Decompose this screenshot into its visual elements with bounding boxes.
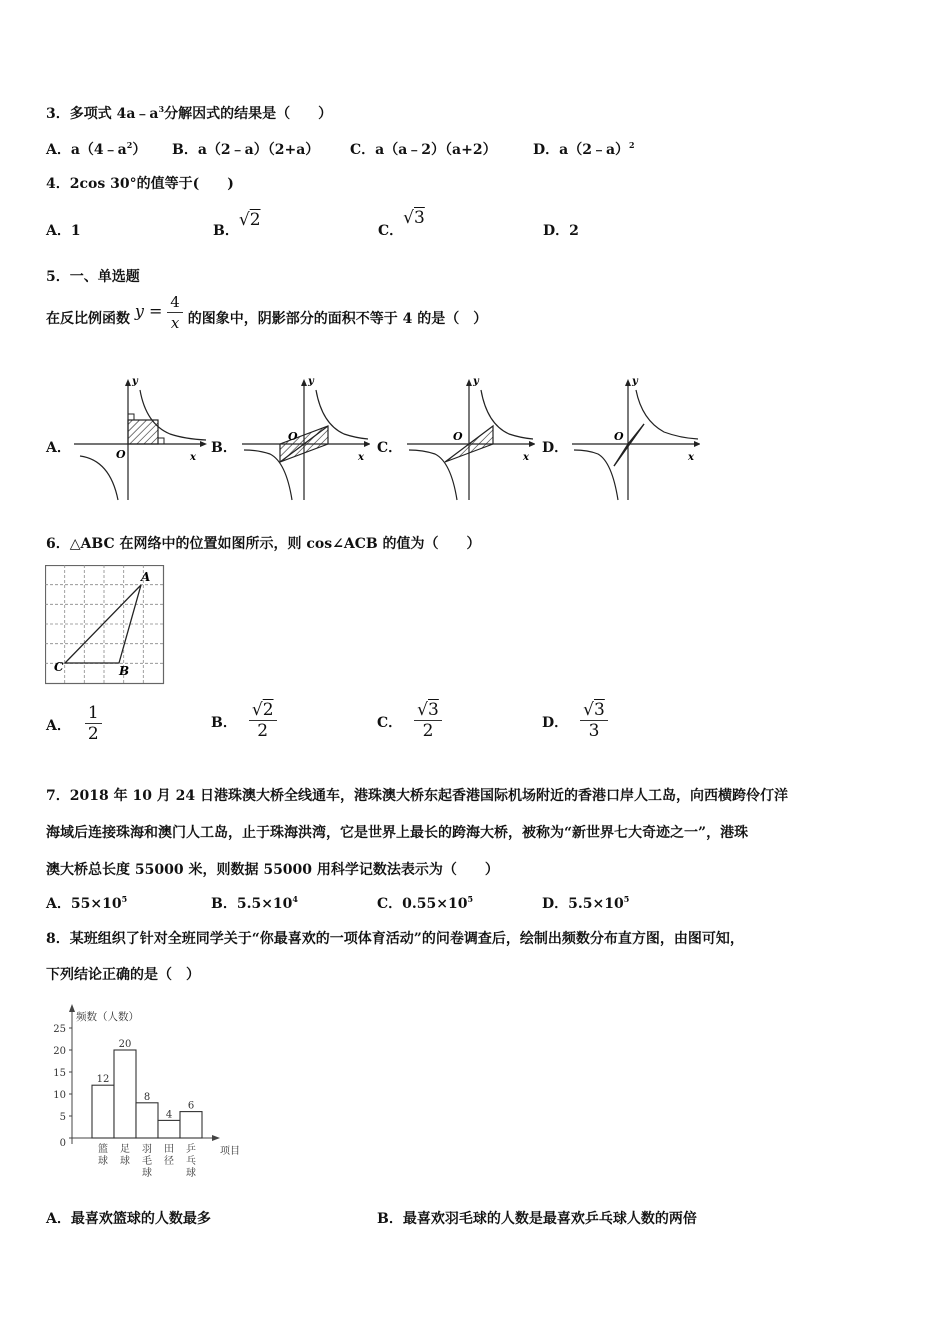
q4-option-b: B．√2 bbox=[213, 210, 261, 239]
x-axis-arrow bbox=[212, 1135, 220, 1141]
y-tick-label: 25 bbox=[53, 1024, 66, 1035]
category-label: 羽毛球 bbox=[142, 1144, 152, 1179]
svg-text:O: O bbox=[116, 448, 126, 461]
y-tick-label: 20 bbox=[53, 1046, 66, 1057]
svg-text:A: A bbox=[141, 570, 151, 584]
q6-stem: 6．△ABC 在网络中的位置如图所示，则 cos∠ACB 的值为（ ） bbox=[46, 536, 481, 552]
y-tick-label: 5 bbox=[59, 1112, 66, 1123]
q5-label-d: D． bbox=[542, 440, 569, 456]
q5-label-c: C． bbox=[377, 440, 403, 456]
q5-graph-a bbox=[70, 376, 210, 502]
q5-stem: 在反比例函数 y = $\frac{4}{x}$ 的图象中，阴影部分的面积不等于 4 的是（ ） bbox=[46, 293, 488, 332]
q5-label-a: A． bbox=[46, 440, 71, 456]
q4-option-d: D．2 bbox=[543, 223, 579, 239]
q7-option-d: D．$5.5\times 10^5$ bbox=[542, 894, 630, 912]
bar-value-label: 4 bbox=[165, 1109, 173, 1121]
svg-text:x: x bbox=[523, 452, 529, 463]
bar bbox=[158, 1120, 180, 1138]
svg-text:y: y bbox=[632, 376, 638, 387]
q3-option-c: C．a（a﹣2）（a+2） bbox=[350, 142, 497, 158]
svg-text:x: x bbox=[688, 452, 694, 463]
svg-text:x: x bbox=[358, 452, 364, 463]
bar-value-label: 12 bbox=[96, 1074, 110, 1086]
svg-text:y: y bbox=[473, 376, 479, 387]
bar bbox=[114, 1050, 136, 1138]
q7-option-b: B．$5.5\times 10^4$ bbox=[211, 894, 298, 912]
y-axis-arrow bbox=[69, 1004, 75, 1012]
q6-option-b: B． $\frac{√2}{2}$ bbox=[211, 700, 277, 741]
q7-option-a: A．$55\times 10^5$ bbox=[46, 894, 128, 912]
y-tick-label: 0 bbox=[59, 1138, 66, 1149]
q8-line-2: 下列结论正确的是（ ） bbox=[46, 967, 200, 983]
q7-option-c: C．$0.55\times 10^5$ bbox=[377, 894, 474, 912]
q5-graph-b bbox=[240, 376, 370, 502]
q6-grid-figure bbox=[45, 565, 165, 685]
svg-text:y: y bbox=[132, 376, 138, 387]
svg-text:C: C bbox=[54, 660, 64, 674]
bar bbox=[180, 1112, 202, 1138]
bar-value-label: 20 bbox=[118, 1039, 132, 1050]
svg-text:x: x bbox=[190, 452, 196, 463]
y-axis-label: 频数（人数） bbox=[76, 1011, 139, 1023]
bar-value-label: 6 bbox=[187, 1100, 195, 1112]
q3-stem: 3．多项式 $4a﹣a^3$分解因式的结果是（ ） bbox=[46, 104, 333, 122]
category-label: 篮球 bbox=[98, 1144, 108, 1167]
q4-option-a: A．1 bbox=[46, 223, 81, 239]
q7-line-2: 海域后连接珠海和澳门人工岛，止于珠海洪湾，它是世界上最长的跨海大桥，被称为“新世界七大奇迹之一”，港珠 bbox=[46, 825, 749, 841]
svg-text:O: O bbox=[614, 430, 624, 443]
q7-line-3: 澳大桥总长度 55000 米，则数据 55000 用科学记数法表示为（ ） bbox=[46, 862, 499, 878]
q8-histogram bbox=[46, 1002, 252, 1192]
svg-text:y: y bbox=[308, 376, 314, 387]
category-label: 田径 bbox=[164, 1144, 174, 1167]
q8-option-b: B．最喜欢羽毛球的人数是最喜欢乒乓球人数的两倍 bbox=[377, 1211, 697, 1227]
y-tick-label: 10 bbox=[53, 1090, 66, 1101]
category-label: 足球 bbox=[120, 1144, 130, 1167]
q4-stem: 4．2cos 30°的值等于( ) bbox=[46, 176, 234, 192]
q3-option-d: D．a（2﹣a）$^2$ bbox=[533, 140, 635, 158]
bar bbox=[92, 1085, 114, 1138]
q4-option-c: C．√3 bbox=[378, 208, 425, 239]
q6-option-a: A． $\frac{1}{2}$ bbox=[46, 703, 102, 744]
q5-label-b: B． bbox=[211, 440, 237, 456]
q5-section: 5．一、单选题 bbox=[46, 269, 140, 285]
q3-option-a: A．$a(4﹣a^2)$ bbox=[46, 140, 147, 158]
bar bbox=[136, 1103, 158, 1138]
q5-graph-d bbox=[570, 376, 700, 502]
svg-text:O: O bbox=[288, 430, 298, 443]
q6-option-d: D． $\frac{√3}{3}$ bbox=[542, 700, 608, 741]
q5-graph-c bbox=[405, 376, 535, 502]
q8-line-1: 8．某班组织了针对全班同学关于“你最喜欢的一项体育活动”的问卷调查后，绘制出频数分布直方图，由图可知， bbox=[46, 931, 744, 947]
svg-text:O: O bbox=[453, 430, 463, 443]
q3-option-b: B．a（2﹣a）（2+a） bbox=[172, 142, 320, 158]
category-label: 乒乓球 bbox=[186, 1144, 196, 1179]
x-axis-label: 项目 bbox=[220, 1146, 240, 1157]
svg-text:B: B bbox=[119, 664, 130, 678]
q7-line-1: 7．2018 年 10 月 24 日港珠澳大桥全线通车，港珠澳大桥东起香港国际机场附近的香港口岸人工岛，向西横跨伶仃洋 bbox=[46, 788, 789, 804]
q8-option-a: A．最喜欢篮球的人数最多 bbox=[46, 1211, 211, 1227]
q6-option-c: C． $\frac{√3}{2}$ bbox=[377, 700, 442, 741]
y-tick-label: 15 bbox=[53, 1068, 66, 1079]
bar-value-label: 8 bbox=[143, 1091, 151, 1103]
